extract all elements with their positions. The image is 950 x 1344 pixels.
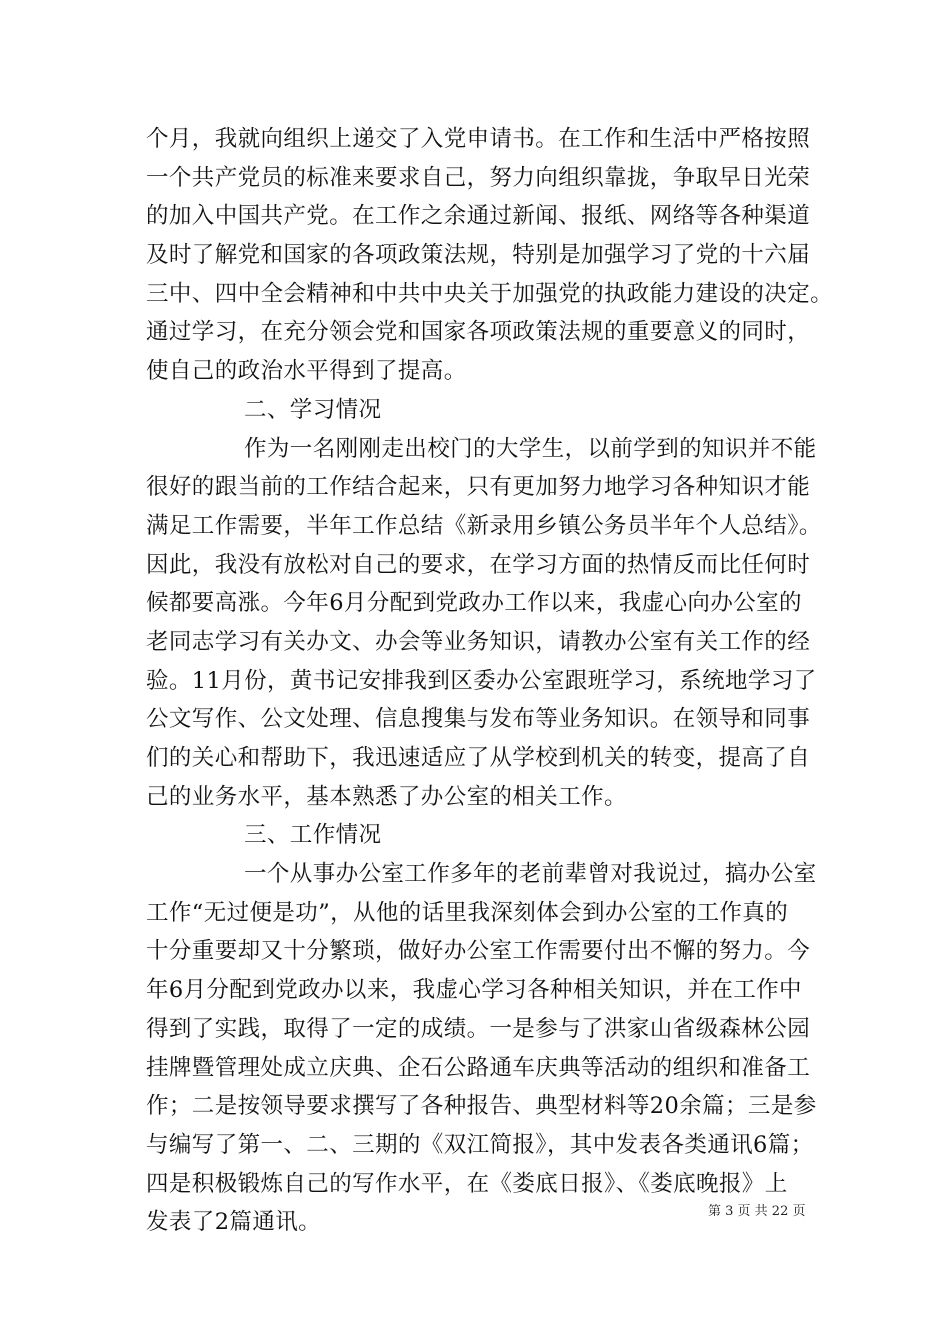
- text-line: 挂牌暨管理处成立庆典、企石公路通车庆典等活动的组织和准备工: [146, 1054, 811, 1081]
- text-line: 工作“无过便是功”，从他的话里我深刻体会到办公室的工作真的: [146, 899, 789, 926]
- text-line: 己的业务水平，基本熟悉了办公室的相关工作。: [146, 783, 627, 810]
- text-line: 们的关心和帮助下，我迅速适应了从学校到机关的转变，提高了自: [146, 745, 811, 771]
- text-line: 得到了实践，取得了一定的成绩。一是参与了洪家山省级森林公园: [146, 1015, 811, 1042]
- text-line: 验。11月份，黄书记安排我到区委办公室跟班学习，系统地学习了: [146, 667, 817, 694]
- text-line: 与编写了第一、二、三期的《双江简报》，其中发表各类通讯6篇；: [146, 1131, 814, 1158]
- text-line: 因此，我没有放松对自己的要求，在学习方面的热情反而比任何时: [146, 551, 811, 578]
- text-line: 候都要高涨。今年6月分配到党政办工作以来，我虚心向办公室的: [146, 590, 802, 617]
- text-line: 一个从事办公室工作多年的老前辈曾对我说过，搞办公室: [244, 861, 817, 888]
- text-line: 通过学习，在充分领会党和国家各项政策法规的重要意义的同时，: [146, 319, 811, 346]
- text-line: 很好的跟当前的工作结合起来，只有更加努力地学习各种知识才能: [146, 474, 811, 501]
- section-heading-study: 二、学习情况: [244, 396, 382, 423]
- body-text: [146, 120, 834, 1242]
- text-line: 的加入中国共产党。在工作之余通过新闻、报纸、网络等各种渠道: [146, 203, 811, 230]
- text-line: 使自己的政治水平得到了提高。: [146, 358, 467, 385]
- text-line: 十分重要却又十分繁琐，做好办公室工作需要付出不懈的努力。今: [146, 938, 811, 965]
- text-line: 及时了解党和国家的各项政策法规，特别是加强学习了党的十六届: [146, 242, 811, 269]
- text-line: 公文写作、公文处理、信息搜集与发布等业务知识。在领导和同事: [146, 706, 811, 733]
- text-line: 个月，我就向组织上递交了入党申请书。在工作和生活中严格按照: [146, 126, 811, 152]
- text-line: 四是积极锻炼自己的写作水平，在《娄底日报》、《娄底晚报》上: [146, 1170, 788, 1197]
- text-line: 满足工作需要，半年工作总结《新录用乡镇公务员半年个人总结》。: [146, 512, 822, 539]
- text-line: 老同志学习有关办文、办会等业务知识，请教办公室有关工作的经: [146, 628, 811, 655]
- text-line: 一个共产党员的标准来要求自己，努力向组织靠拢，争取早日光荣: [146, 164, 811, 191]
- text-line: 作；二是按领导要求撰写了各种报告、典型材料等20余篇；三是参: [146, 1093, 817, 1120]
- text-line: 作为一名刚刚走出校门的大学生，以前学到的知识并不能: [244, 435, 817, 462]
- text-line: 发表了2篇通讯。: [146, 1209, 322, 1236]
- section-heading-work: 三、工作情况: [244, 822, 382, 849]
- text-line: 三中、四中全会精神和中共中央关于加强党的执政能力建设的决定。: [146, 280, 834, 307]
- page-number-footer: 第 3 页 共 22 页: [708, 1204, 806, 1219]
- text-line: 年6月分配到党政办以来，我虚心学习各种相关知识，并在工作中: [146, 977, 802, 1004]
